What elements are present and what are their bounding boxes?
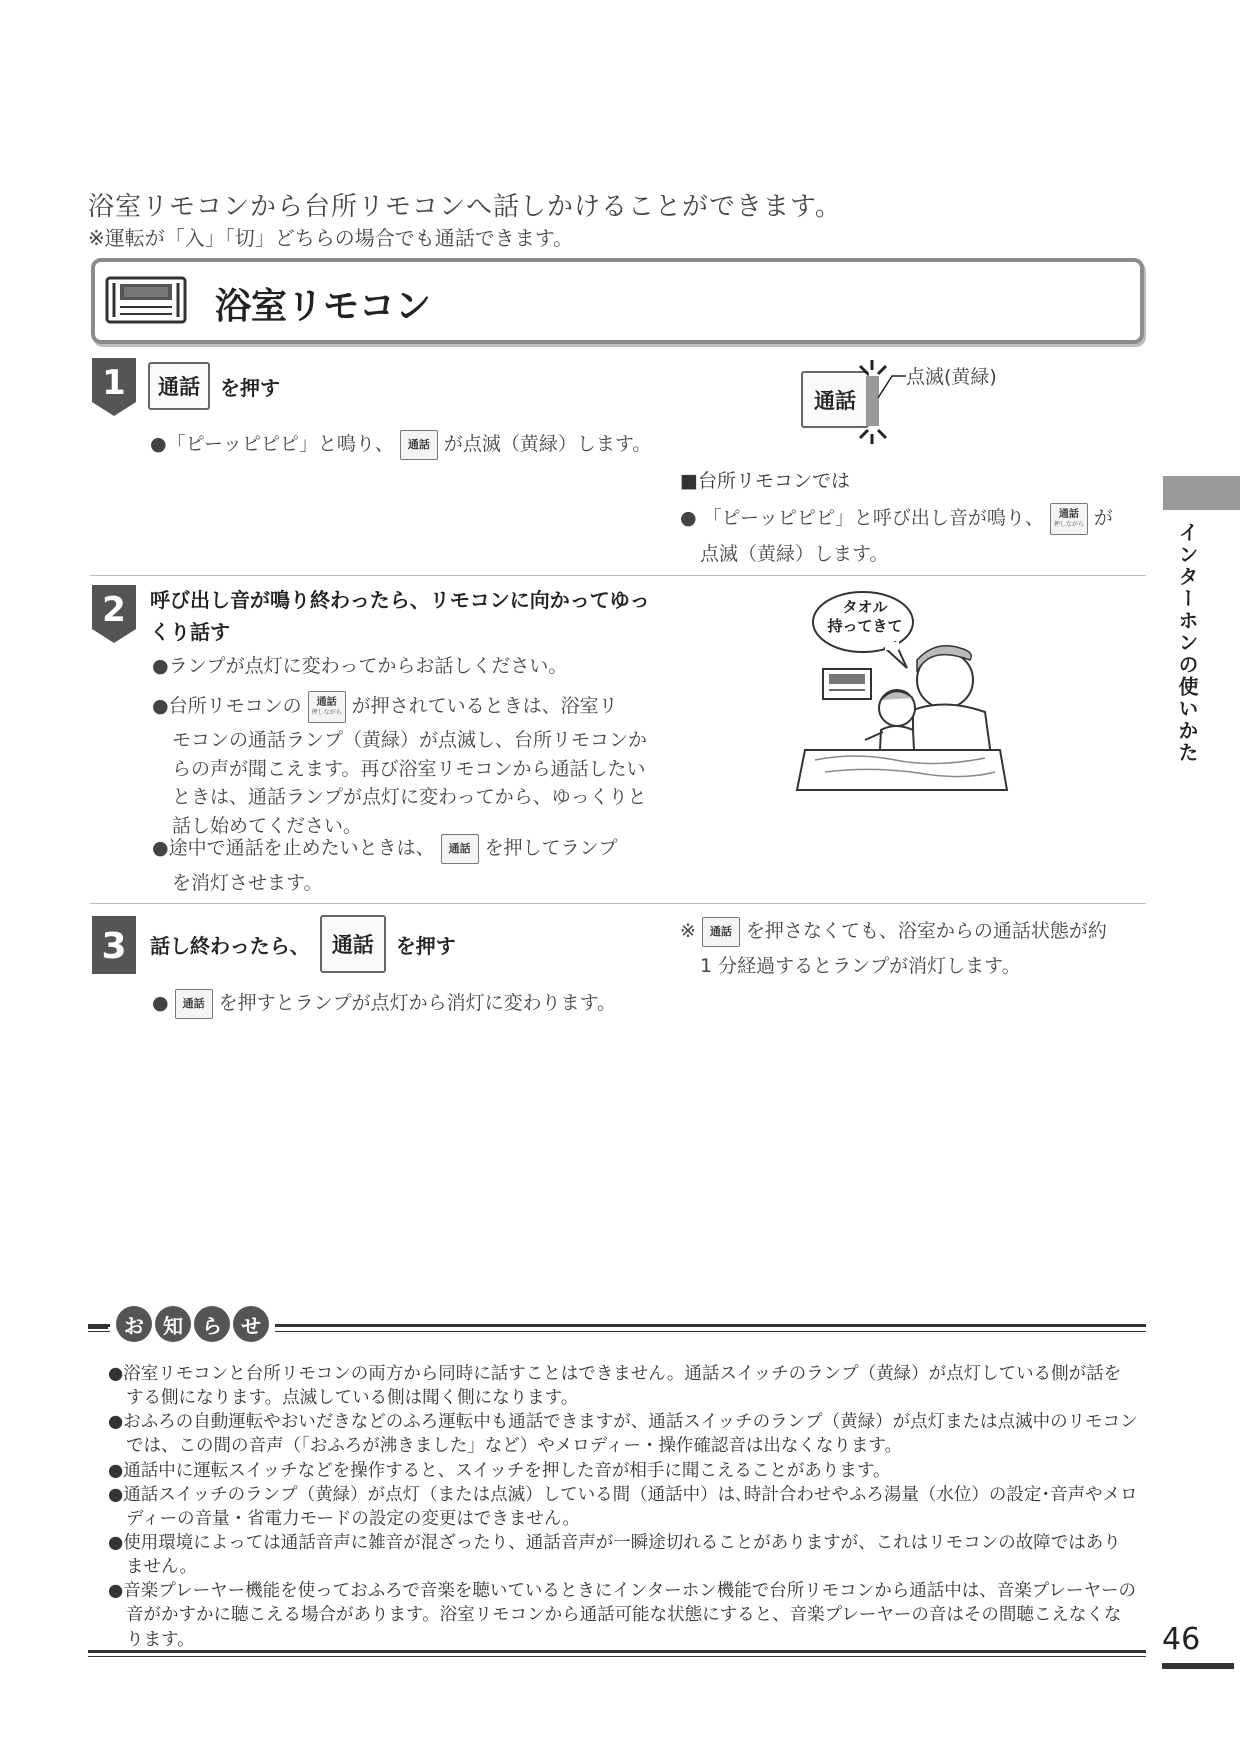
- kitchen-bullet-line2: 点滅（黄緑）します。: [700, 543, 889, 565]
- section-title: 浴室リモコン: [215, 286, 432, 327]
- step-3-heading-pre: 話し終わったら、: [150, 933, 310, 958]
- kitchen-bullet: [680, 502, 1113, 535]
- step-2-bullet-2-pre: ●台所リモコンの: [152, 695, 302, 717]
- svg-text:2: 2: [102, 590, 126, 630]
- svg-text:3: 3: [101, 926, 127, 967]
- blink-rays-icon: [846, 356, 906, 446]
- talk-button[interactable]: 通話: [148, 362, 210, 410]
- step-2-bullet-2-post: が押されているときは、浴室リ: [351, 695, 618, 717]
- talk-button-small[interactable]: 通話: [441, 834, 479, 864]
- footer-rule: [88, 1650, 1146, 1653]
- notice-item: ●浴室リモコンと台所リモコンの両方から同時に話すことはできません。通話スイッチのランプ（黄緑）が点灯している側が話をする側になります。点滅している側は聞く側になります。: [108, 1364, 1122, 1409]
- notice-badge: 知: [155, 1306, 191, 1342]
- kitchen-bullet-pre: ● 「ピーッピピピ」と呼び出し音が鳴り、: [680, 507, 1044, 529]
- step-2-badge-icon: [92, 585, 136, 643]
- talk-hold-top: 通話: [316, 696, 337, 708]
- step-2-heading: [150, 584, 650, 648]
- step-3-heading: [150, 915, 456, 973]
- side-tab-label: インターホンの使いかた: [1175, 522, 1199, 764]
- talk-hold-button[interactable]: [308, 691, 346, 723]
- step-1-bullet-post: が点滅（黄緑）します。: [443, 433, 652, 455]
- divider: [90, 575, 1146, 576]
- notice-item: ●使用環境によっては通話音声に雑音が混ざったり、通話音声が一瞬途切れることがありますが、これはリモコンの故障ではありません。: [108, 1532, 1121, 1578]
- step-3-bullet-post: を押すとランプが点灯から消灯に変わります。: [218, 992, 617, 1014]
- svg-text:1: 1: [102, 363, 126, 403]
- step-2-bullet-2-rest: モコンの通話ランプ（黄緑）が点滅し、台所リモコンからの声が聞こえます。再び浴室リモコンから通話したいときは、通話ランプが点灯に変わってから、ゆっくりと話し始めてください。: [172, 729, 648, 837]
- side-tab-marker: [1163, 476, 1240, 510]
- divider: [90, 903, 1146, 904]
- step-2-bullet-3-line2: を消灯させます。: [172, 872, 323, 894]
- notice-badges: [110, 1306, 275, 1346]
- notice-item: ●通話中に運転スイッチなどを操作すると、スイッチを押した音が相手に聞こえることがあります。: [108, 1460, 891, 1481]
- kitchen-bullet-post: が: [1093, 507, 1113, 529]
- talk-hold-bottom: 押しながら: [311, 708, 342, 716]
- step-3-badge-icon: [92, 916, 136, 974]
- notice-item: ●音楽プレーヤー機能を使っておふろで音楽を聴いているときにインターホン機能で台所リモコンから通話中は、音楽プレーヤーの音がかすかに聴こえる場合があります。浴室リモコンから通話可能な状態にすると、音楽プレーヤーの音はその間聴こえなくなります。: [108, 1581, 1136, 1650]
- step-2-bullet-2: [152, 690, 618, 723]
- talk-hold-button[interactable]: [1050, 503, 1088, 535]
- step-1-badge-icon: [92, 358, 136, 416]
- step-3-note-line2: 1 分経過するとランプが消灯します。: [700, 955, 1021, 977]
- notice-badge: せ: [233, 1306, 269, 1342]
- step-3-bullet-pre: ●: [152, 992, 169, 1014]
- page-number-underline: [1162, 1663, 1234, 1669]
- talk-button[interactable]: 通話: [320, 915, 386, 973]
- step-2-bullet-3: [152, 832, 618, 865]
- speech-bubble: [827, 598, 903, 636]
- notice-list: [108, 1362, 1138, 1652]
- step-2-bullet-3-pre: ●途中で通話を止めたいときは、: [152, 837, 435, 859]
- notice-item: ●通話スイッチのランプ（黄緑）が点灯（または点滅）している間（通話中）は､時計合わせやふろ湯量（水位）の設定･音声やメロディーの音量・省電力モードの設定の変更はできません。: [108, 1484, 1138, 1529]
- step-3-note-pre: ※: [680, 920, 696, 942]
- step-3-heading-post: を押す: [395, 933, 456, 958]
- step-3-bullet: [152, 987, 616, 1020]
- speech-line1: タオル: [842, 598, 888, 616]
- step-1-heading: [148, 362, 280, 410]
- notice-badge: ら: [194, 1306, 230, 1342]
- talk-hold-top: 通話: [1058, 508, 1079, 520]
- intro-text: 浴室リモコンから台所リモコンへ話しかけることができます。: [88, 192, 842, 222]
- speech-line2: 持ってきて: [827, 616, 903, 635]
- notice-rule-left: [88, 1326, 108, 1329]
- step-2-bullet-3-post: を押してランプ: [484, 837, 618, 859]
- step-1-bullet: [150, 428, 651, 461]
- intro-note: ※運転が「入」「切」どちらの場合でも通話できます。: [88, 226, 574, 250]
- bath-remote-icon: [104, 275, 188, 325]
- footer-rule-thin: [88, 1656, 1146, 1657]
- step-3-note-post: を押さなくても、浴室からの通話状態が約: [745, 920, 1107, 942]
- step-3-note: [680, 915, 1107, 948]
- blink-label: 点滅(黄緑): [906, 366, 997, 388]
- talk-button-small[interactable]: 通話: [400, 430, 438, 460]
- talk-hold-bottom: 押しながら: [1053, 520, 1084, 528]
- page-number: 46: [1162, 1622, 1201, 1657]
- talk-button-small[interactable]: 通話: [175, 989, 213, 1019]
- notice-item: ●おふろの自動運転やおいだきなどのふろ運転中も通話できますが、通話スイッチのランプ（黄緑）が点灯または点滅中のリモコンでは、この間の音声（「おふろが沸きました」など）やメロディー・操作確認音は出なくなります。: [108, 1412, 1138, 1457]
- step-2-heading-line2: くり話す: [150, 620, 230, 644]
- step-1-bullet-pre: ●「ピーッピピピ」と鳴り、: [150, 433, 394, 455]
- step-2-bullet-1: ●ランプが点灯に変わってからお話しください。: [152, 655, 568, 677]
- kitchen-heading: ■台所リモコンでは: [680, 470, 850, 492]
- step-2-heading-line1: 呼び出し音が鳴り終わったら、リモコンに向かってゆっ: [150, 588, 650, 612]
- step-1-suffix: を押す: [220, 375, 280, 400]
- notice-badge: お: [116, 1306, 152, 1342]
- talk-button-diagram: 通話: [801, 371, 869, 428]
- talk-button-small[interactable]: 通話: [702, 917, 740, 947]
